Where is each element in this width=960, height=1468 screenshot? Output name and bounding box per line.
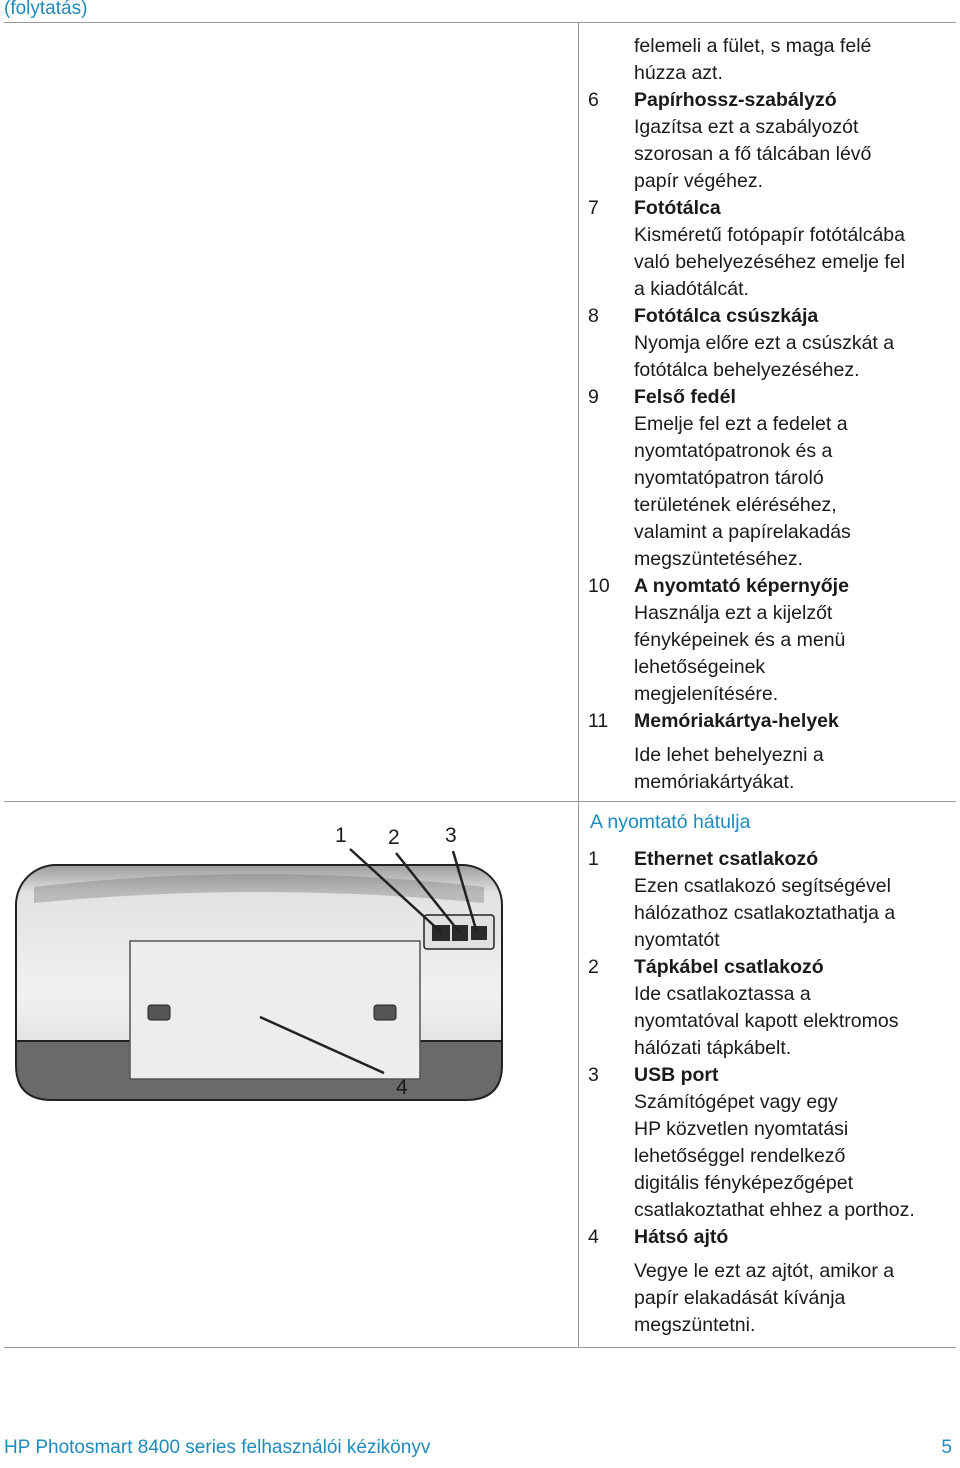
item-line: Vegye le ezt az ajtót, amikor a — [634, 1260, 895, 1282]
item-line: papír elakadását kívánja — [634, 1287, 846, 1309]
item-line: papír végéhez. — [634, 170, 764, 192]
back-parts-list — [588, 846, 956, 1339]
item-title: Felső fedél — [634, 386, 736, 408]
item-line: Igazítsa ezt a szabályozót — [634, 116, 859, 138]
item-line: memóriakártyákat. — [634, 771, 795, 793]
item-line: szorosan a fő tálcában lévő — [634, 143, 872, 165]
callout-3: 3 — [445, 824, 457, 847]
item-number: 8 — [588, 305, 599, 327]
list-item-7 — [588, 195, 956, 303]
item-title: Memóriakártya-helyek — [634, 710, 839, 732]
callout-2: 2 — [388, 826, 400, 849]
callout-4: 4 — [396, 1076, 408, 1099]
item-line: lehetőségeinek — [634, 656, 766, 678]
item-line: Ezen csatlakozó segítségével — [634, 875, 891, 897]
item-number: 10 — [588, 575, 610, 597]
item-line: megszüntetéséhez. — [634, 548, 804, 570]
list-item-11 — [588, 708, 956, 796]
item-number: 2 — [588, 956, 599, 978]
item-line: lehetőséggel rendelkező — [634, 1145, 846, 1167]
item-line: Kisméretű fotópapír fotótálcába — [634, 224, 905, 246]
callout-1: 1 — [335, 824, 347, 847]
list-item-10 — [588, 573, 956, 708]
door-latch-right[interactable] — [374, 1005, 396, 1020]
section-rule — [4, 801, 956, 802]
item-title: USB port — [634, 1064, 719, 1086]
item-line: fényképeinek és a menü — [634, 629, 846, 651]
bottom-rule — [4, 1347, 956, 1348]
printer-back-illustration — [4, 803, 578, 1347]
item-line: megjelenítésére. — [634, 683, 779, 705]
page-number: 5 — [941, 1437, 952, 1458]
item-number: 7 — [588, 197, 599, 219]
intro-line: húzza azt. — [634, 62, 723, 84]
item-line: nyomtatópatron tároló — [634, 467, 824, 489]
item-line: Ide csatlakoztassa a — [634, 983, 811, 1005]
item-title: Ethernet csatlakozó — [634, 848, 819, 870]
item-number: 9 — [588, 386, 599, 408]
item-title: Tápkábel csatlakozó — [634, 956, 824, 978]
intro-line: felemeli a fület, s maga felé — [634, 35, 872, 57]
door-latch-left[interactable] — [148, 1005, 170, 1020]
item-line: nyomtatóval kapott elektromos — [634, 1010, 899, 1032]
usb-port[interactable] — [471, 926, 487, 940]
item-line: Használja ezt a kijelzőt — [634, 602, 833, 624]
item-line: Számítógépet vagy egy — [634, 1091, 838, 1113]
item-number: 6 — [588, 89, 599, 111]
item-number: 3 — [588, 1064, 599, 1086]
page-footer — [4, 1437, 952, 1459]
item-title: A nyomtató képernyője — [634, 575, 849, 597]
item-line: Nyomja előre ezt a csúszkát a — [634, 332, 895, 354]
back-item-4 — [588, 1224, 956, 1339]
continued-label: (folytatás) — [4, 0, 88, 19]
item-number: 4 — [588, 1226, 599, 1248]
item-line: Ide lehet behelyezni a — [634, 744, 824, 766]
item-line: nyomtatópatronok és a — [634, 440, 833, 462]
list-item-intro — [588, 33, 956, 87]
section-title: A nyomtató hátulja — [590, 811, 751, 833]
list-item-9 — [588, 384, 956, 573]
back-item-1 — [588, 846, 956, 954]
item-line: területének eléréséhez, — [634, 494, 837, 516]
item-line: nyomtatót — [634, 929, 720, 951]
item-title: Hátsó ajtó — [634, 1226, 729, 1248]
top-rule — [4, 22, 956, 23]
back-item-3 — [588, 1062, 956, 1224]
list-item-6 — [588, 87, 956, 195]
column-divider — [578, 22, 579, 1347]
item-line: való behelyezéséhez emelje fel — [634, 251, 906, 273]
item-title: Fotótálca — [634, 197, 721, 219]
item-number: 11 — [588, 710, 609, 732]
item-line: valamint a papírelakadás — [634, 521, 851, 543]
item-line: hálózati tápkábelt. — [634, 1037, 792, 1059]
front-parts-list — [588, 33, 956, 796]
printer-back-figure — [4, 803, 578, 1347]
item-line: hálózathoz csatlakoztathatja a — [634, 902, 896, 924]
item-line: HP közvetlen nyomtatási — [634, 1118, 849, 1140]
item-line: digitális fényképezőgépet — [634, 1172, 853, 1194]
item-number: 1 — [588, 848, 599, 870]
item-line: csatlakoztathat ehhez a porthoz. — [634, 1199, 915, 1221]
item-title: Papírhossz-szabályzó — [634, 89, 837, 111]
item-line: fotótálca behelyezéséhez. — [634, 359, 860, 381]
back-item-2 — [588, 954, 956, 1062]
list-item-8 — [588, 303, 956, 384]
footer-title: HP Photosmart 8400 series felhasználói kézikönyv — [4, 1437, 431, 1458]
item-line: megszüntetni. — [634, 1314, 756, 1336]
item-line: a kiadótálcát. — [634, 278, 749, 300]
item-line: Emelje fel ezt a fedelet a — [634, 413, 848, 435]
item-title: Fotótálca csúszkája — [634, 305, 819, 327]
